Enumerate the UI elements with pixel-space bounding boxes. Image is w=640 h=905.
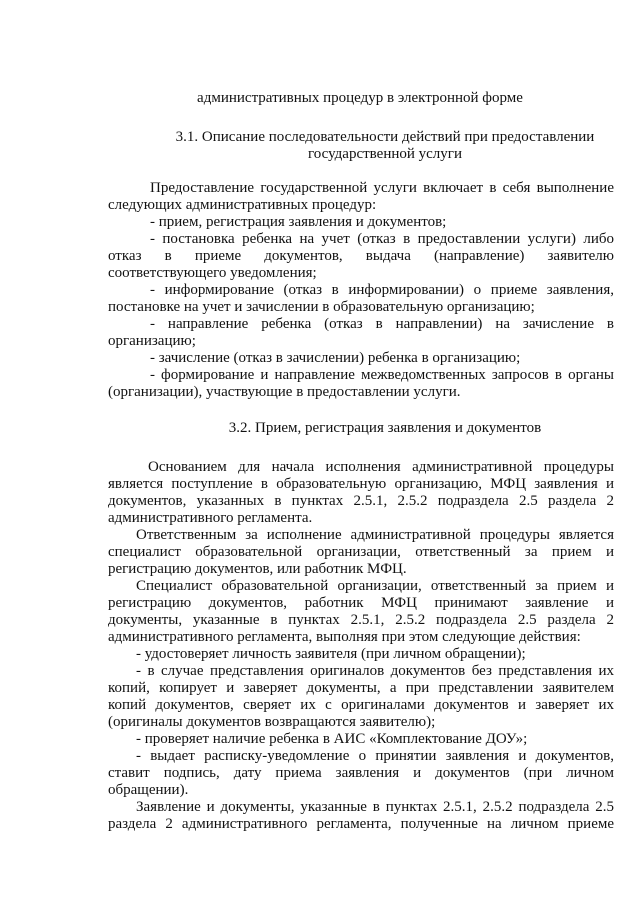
section-3-2-line: раздела 2 административного регламента, полученные на личном приеме	[108, 816, 614, 832]
section-3-2-line: является поступление в образовательную организацию, МФЦ заявления и	[108, 476, 614, 492]
section-3-2-line: копий, копирует и заверяет документы, а при представлении заявителем	[108, 680, 614, 696]
section-3-2-line: специалист образовательной организации, ответственный за прием и	[108, 544, 614, 560]
section-3-1-line: (организации), участвующие в предоставлении услуги.	[108, 384, 461, 400]
section-3-1-line: - формирование и направление межведомственных запросов в органы	[150, 367, 614, 383]
section-3-1-line: Предоставление государственной услуги включает в себя выполнение	[150, 180, 614, 196]
section-3-2-line: Основанием для начала исполнения административной процедуры	[148, 459, 614, 475]
section-3-2-line: административного регламента.	[108, 510, 313, 526]
section-3-1-line: отказ в приеме документов, выдача (направление) заявителю	[108, 248, 614, 264]
section-3-2-line: Специалист образовательной организации, ответственный за прием и	[136, 578, 614, 594]
section-3-1-line: постановке на учет и зачислении в образовательную организацию;	[108, 299, 535, 315]
section-3-2-line: - проверяет наличие ребенка в АИС «Комплектование ДОУ»;	[136, 731, 528, 747]
section-3-1-line: соответствующего уведомления;	[108, 265, 317, 281]
section-3-2-line: регистрацию документов, работник МФЦ принимают заявление и	[108, 595, 614, 611]
section-3-1-line: - информирование (отказ в информировании) о приеме заявления,	[150, 282, 614, 298]
section-3-1-line: - направление ребенка (отказ в направлении) на зачисление в	[150, 316, 614, 332]
section-3-2-title: 3.2. Прием, регистрация заявления и документов	[228, 420, 542, 436]
section-3-1-title-line-1: 3.1. Описание последовательности действий при предоставлении	[175, 129, 595, 145]
section-3-2-line: Ответственным за исполнение административной процедуры является	[136, 527, 614, 543]
section-header-line: административных процедур в электронной форме	[197, 90, 523, 106]
section-3-2-line: - удостоверяет личность заявителя (при личном обращении);	[136, 646, 526, 662]
section-3-1-line: организацию;	[108, 333, 196, 349]
section-3-2-line: (оригиналы документов возвращаются заявителю);	[108, 714, 436, 730]
section-3-2-line: регистрацию документов, или работник МФЦ.	[108, 561, 407, 577]
section-3-1-line: - зачисление (отказ в зачислении) ребенка в организацию;	[150, 350, 521, 366]
section-3-1-line: следующих административных процедур:	[108, 197, 377, 213]
section-3-2-line: ставит подпись, дату приема заявления и документов (при личном	[108, 765, 614, 781]
section-3-2-line: - в случае представления оригиналов документов без представления их	[136, 663, 614, 679]
section-3-2-line: Заявление и документы, указанные в пунктах 2.5.1, 2.5.2 подраздела 2.5	[136, 799, 614, 815]
section-3-2-line: копий документов, сверяет их с оригиналами документов и заверяет их	[108, 697, 614, 713]
section-3-1-title-line-2: государственной услуги	[308, 146, 462, 162]
section-3-2-line: обращении).	[108, 782, 189, 798]
section-3-2-line: - выдает расписку-уведомление о принятии заявления и документов,	[136, 748, 614, 764]
section-3-1-line: - прием, регистрация заявления и документов;	[150, 214, 447, 230]
section-3-2-line: документов, указанных в пунктах 2.5.1, 2.5.2 подраздела 2.5 раздела 2	[108, 493, 614, 509]
section-3-2-line: документы, указанные в пунктах 2.5.1, 2.5.2 подраздела 2.5 раздела 2	[108, 612, 614, 628]
section-3-2-line: административного регламента, выполняя при этом следующие действия:	[108, 629, 581, 645]
section-3-1-line: - постановка ребенка на учет (отказ в предоставлении услуги) либо	[150, 231, 614, 247]
